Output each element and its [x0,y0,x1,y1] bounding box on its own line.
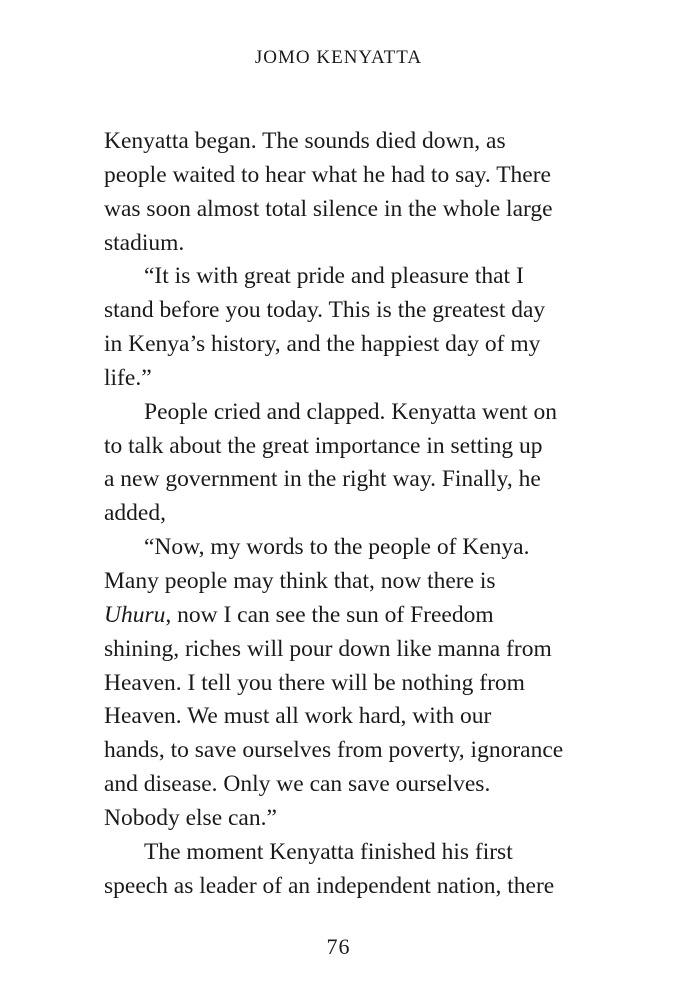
text-line: people waited to hear what he had to say. There [104,161,551,188]
text-line: The moment Kenyatta finished his first [144,838,513,865]
text-line: stadium. [104,229,185,256]
text-line: shining, riches will pour down like manna from [104,635,552,662]
text-line: life.” [104,364,152,391]
running-head: JOMO KENYATTA [254,47,423,68]
italic-word: Uhuru [104,601,166,628]
text-line: Heaven. I tell you there will be nothing from [104,669,525,696]
body-text [104,125,624,903]
text-line: Kenyatta began. The sounds died down, as [104,128,506,154]
text-line: “Now, my words to the people of Kenya. [144,534,530,561]
paragraph-2 [104,260,624,395]
text-line: stand before you today. This is the greatest day [104,297,546,324]
text-line: in Kenya’s history, and the happiest day of my [104,331,541,358]
paragraph-4 [104,531,624,836]
text-line: added, [104,500,166,527]
paragraph-5 [104,836,624,904]
paragraph-3 [104,396,624,531]
text-line: and disease. Only we can save ourselves. [104,771,491,798]
text-line: speech as leader of an independent nation, there [104,872,555,899]
text-line: hands, to save ourselves from poverty, ignorance [104,737,564,764]
paragraph-1 [104,125,624,260]
text-line: Heaven. We must all work hard, with our [104,703,492,730]
page-number: 76 [326,934,351,959]
text-line [104,599,624,633]
text-line: People cried and clapped. Kenyatta went on [144,398,558,425]
text-line-rest: , now I can see the sun of Freedom [165,601,494,628]
text-line: Nobody else can.” [104,804,277,831]
text-line: Many people may think that, now there is [104,567,496,594]
text-line: to talk about the great importance in setting up [104,432,543,459]
text-line: a new government in the right way. Finally, he [104,466,541,493]
text-line: “It is with great pride and pleasure that I [144,263,524,290]
text-line: was soon almost total silence in the whole large [104,195,553,222]
